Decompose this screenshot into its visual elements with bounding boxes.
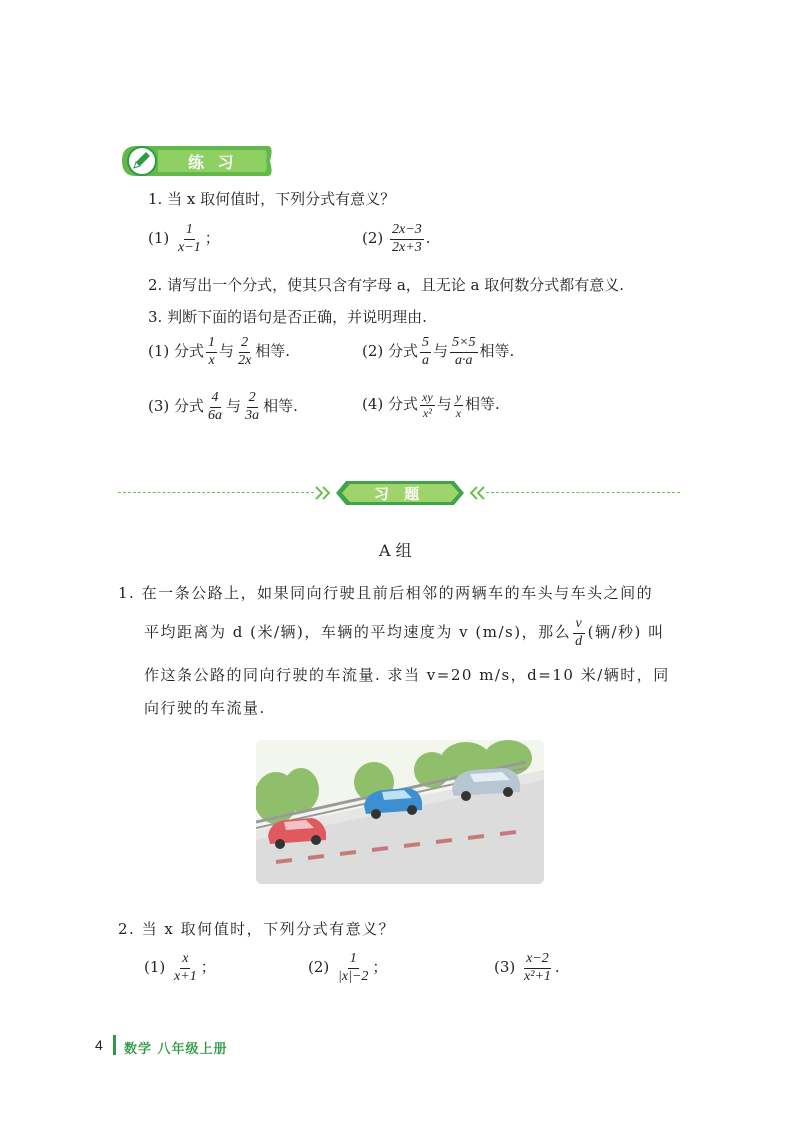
fraction <box>176 223 203 255</box>
exercise-1-line-4: 向行驶的车流量. <box>144 699 266 717</box>
denominator: x² <box>422 405 432 420</box>
item-label: (2) <box>362 342 384 361</box>
item-pre: 分式 <box>388 342 419 361</box>
item-pre: 分式 <box>388 395 419 414</box>
fraction <box>454 391 463 419</box>
numerator: 1 <box>206 336 217 353</box>
practice-q3-text: 3. 判断下面的语句是否正确，并说明理由. <box>148 308 427 326</box>
practice-q1-b <box>362 223 430 255</box>
line-text: (辆/秒) 叫 <box>587 623 665 642</box>
exercise-1-line-2 <box>144 617 665 649</box>
item-mid: 与 <box>219 342 235 361</box>
denominator: x−1 <box>178 239 201 255</box>
numerator: 5×5 <box>450 336 477 353</box>
numerator: y <box>455 390 462 404</box>
item-mid: 与 <box>436 395 452 414</box>
line-text: 平均距离为 d (米/辆)，车辆的平均速度为 v (m/s)，那么 <box>144 623 572 642</box>
fraction <box>390 223 424 255</box>
item-pre: 分式 <box>174 397 205 416</box>
denominator: 2x <box>238 352 252 368</box>
item-label: (2) <box>362 229 384 248</box>
numerator: xy <box>422 390 433 404</box>
divider-left <box>118 492 314 493</box>
group-title: A 组 <box>379 541 412 560</box>
divider-right <box>486 492 680 493</box>
denominator: 6a <box>208 407 223 423</box>
fraction <box>450 336 477 368</box>
denominator: |x|−2 <box>338 968 369 984</box>
item-label: (1) <box>144 958 166 977</box>
item-label: (1) <box>148 342 170 361</box>
fraction <box>206 336 217 368</box>
book-title: 数学 八年级上册 <box>124 1042 228 1057</box>
practice-badge <box>118 143 276 179</box>
item-label: (3) <box>148 397 170 416</box>
exercise-2-item-3 <box>494 952 560 984</box>
exercise-2-item-2 <box>308 952 387 984</box>
fraction <box>420 391 435 419</box>
denominator: x+1 <box>174 968 197 984</box>
denominator: x <box>208 352 215 368</box>
numerator: 2x−3 <box>390 223 424 240</box>
item-pre: 分式 <box>174 342 205 361</box>
practice-q3-item-3 <box>148 391 298 423</box>
fraction <box>420 336 431 368</box>
denominator: a·a <box>455 352 473 368</box>
numerator: x−2 <box>524 952 551 969</box>
punct: ； <box>372 958 388 977</box>
punct: . <box>554 958 560 977</box>
exercise-2-item-1 <box>144 952 216 984</box>
numerator: 1 <box>348 952 359 969</box>
double-chevron-right-icon <box>316 487 329 499</box>
numerator: 2 <box>247 391 258 408</box>
denominator: d <box>575 633 584 649</box>
fraction <box>206 391 224 423</box>
item-mid: 与 <box>433 342 449 361</box>
practice-q3-item-1 <box>148 336 290 368</box>
double-chevron-left-icon <box>471 487 484 499</box>
punct: ； <box>200 958 216 977</box>
punct: ； <box>204 229 220 248</box>
exercises-title: 习 题 <box>374 485 425 503</box>
item-mid: 与 <box>226 397 242 416</box>
practice-title: 练 习 <box>188 153 238 172</box>
item-label: (4) <box>362 395 384 414</box>
exercise-2-text: 2. 当 x 取何值时，下列分式有意义？ <box>118 920 396 938</box>
fraction <box>522 952 553 984</box>
practice-q2-text: 2. 请写出一个分式，使其只含有字母 a，且无论 a 取何数分式都有意义. <box>148 276 625 294</box>
item-post: 相等. <box>479 342 515 361</box>
numerator: 5 <box>420 336 431 353</box>
exercise-1-line-1: 1. 在一条公路上，如果同向行驶且前后相邻的两辆车的车头与车头之间的 <box>118 584 654 602</box>
fraction <box>243 391 261 423</box>
denominator: x <box>455 405 462 420</box>
item-post: 相等. <box>465 395 500 414</box>
numerator: 1 <box>184 223 195 240</box>
denominator: 3a <box>245 407 260 423</box>
denominator: 2x+3 <box>392 239 422 255</box>
item-label: (1) <box>148 229 170 248</box>
footer-divider <box>113 1035 116 1055</box>
denominator: a <box>422 352 430 368</box>
practice-q3-item-2 <box>362 336 514 368</box>
fraction <box>573 617 586 649</box>
practice-q1-text: 1. 当 x 取何值时，下列分式有意义？ <box>148 190 396 208</box>
fraction <box>236 336 253 368</box>
exercise-1-line-3: 作这条公路的同向行驶的车流量. 求当 v=20 m/s，d=10 米/辆时，同 <box>144 666 670 684</box>
item-label: (2) <box>308 958 330 977</box>
item-post: 相等. <box>263 397 298 416</box>
item-label: (3) <box>494 958 516 977</box>
practice-q1-a <box>148 223 220 255</box>
numerator: v <box>573 617 585 634</box>
numerator: x <box>180 952 190 969</box>
denominator: x²+1 <box>524 968 551 984</box>
punct: . <box>425 229 431 248</box>
numerator: 4 <box>210 391 221 408</box>
exercises-badge <box>312 478 488 508</box>
practice-q3-item-4 <box>362 391 500 419</box>
highway-illustration <box>256 740 544 884</box>
fraction <box>172 952 199 984</box>
page-number: 4 <box>95 1037 103 1053</box>
numerator: 2 <box>239 336 250 353</box>
item-post: 相等. <box>255 342 291 361</box>
fraction <box>336 952 370 984</box>
